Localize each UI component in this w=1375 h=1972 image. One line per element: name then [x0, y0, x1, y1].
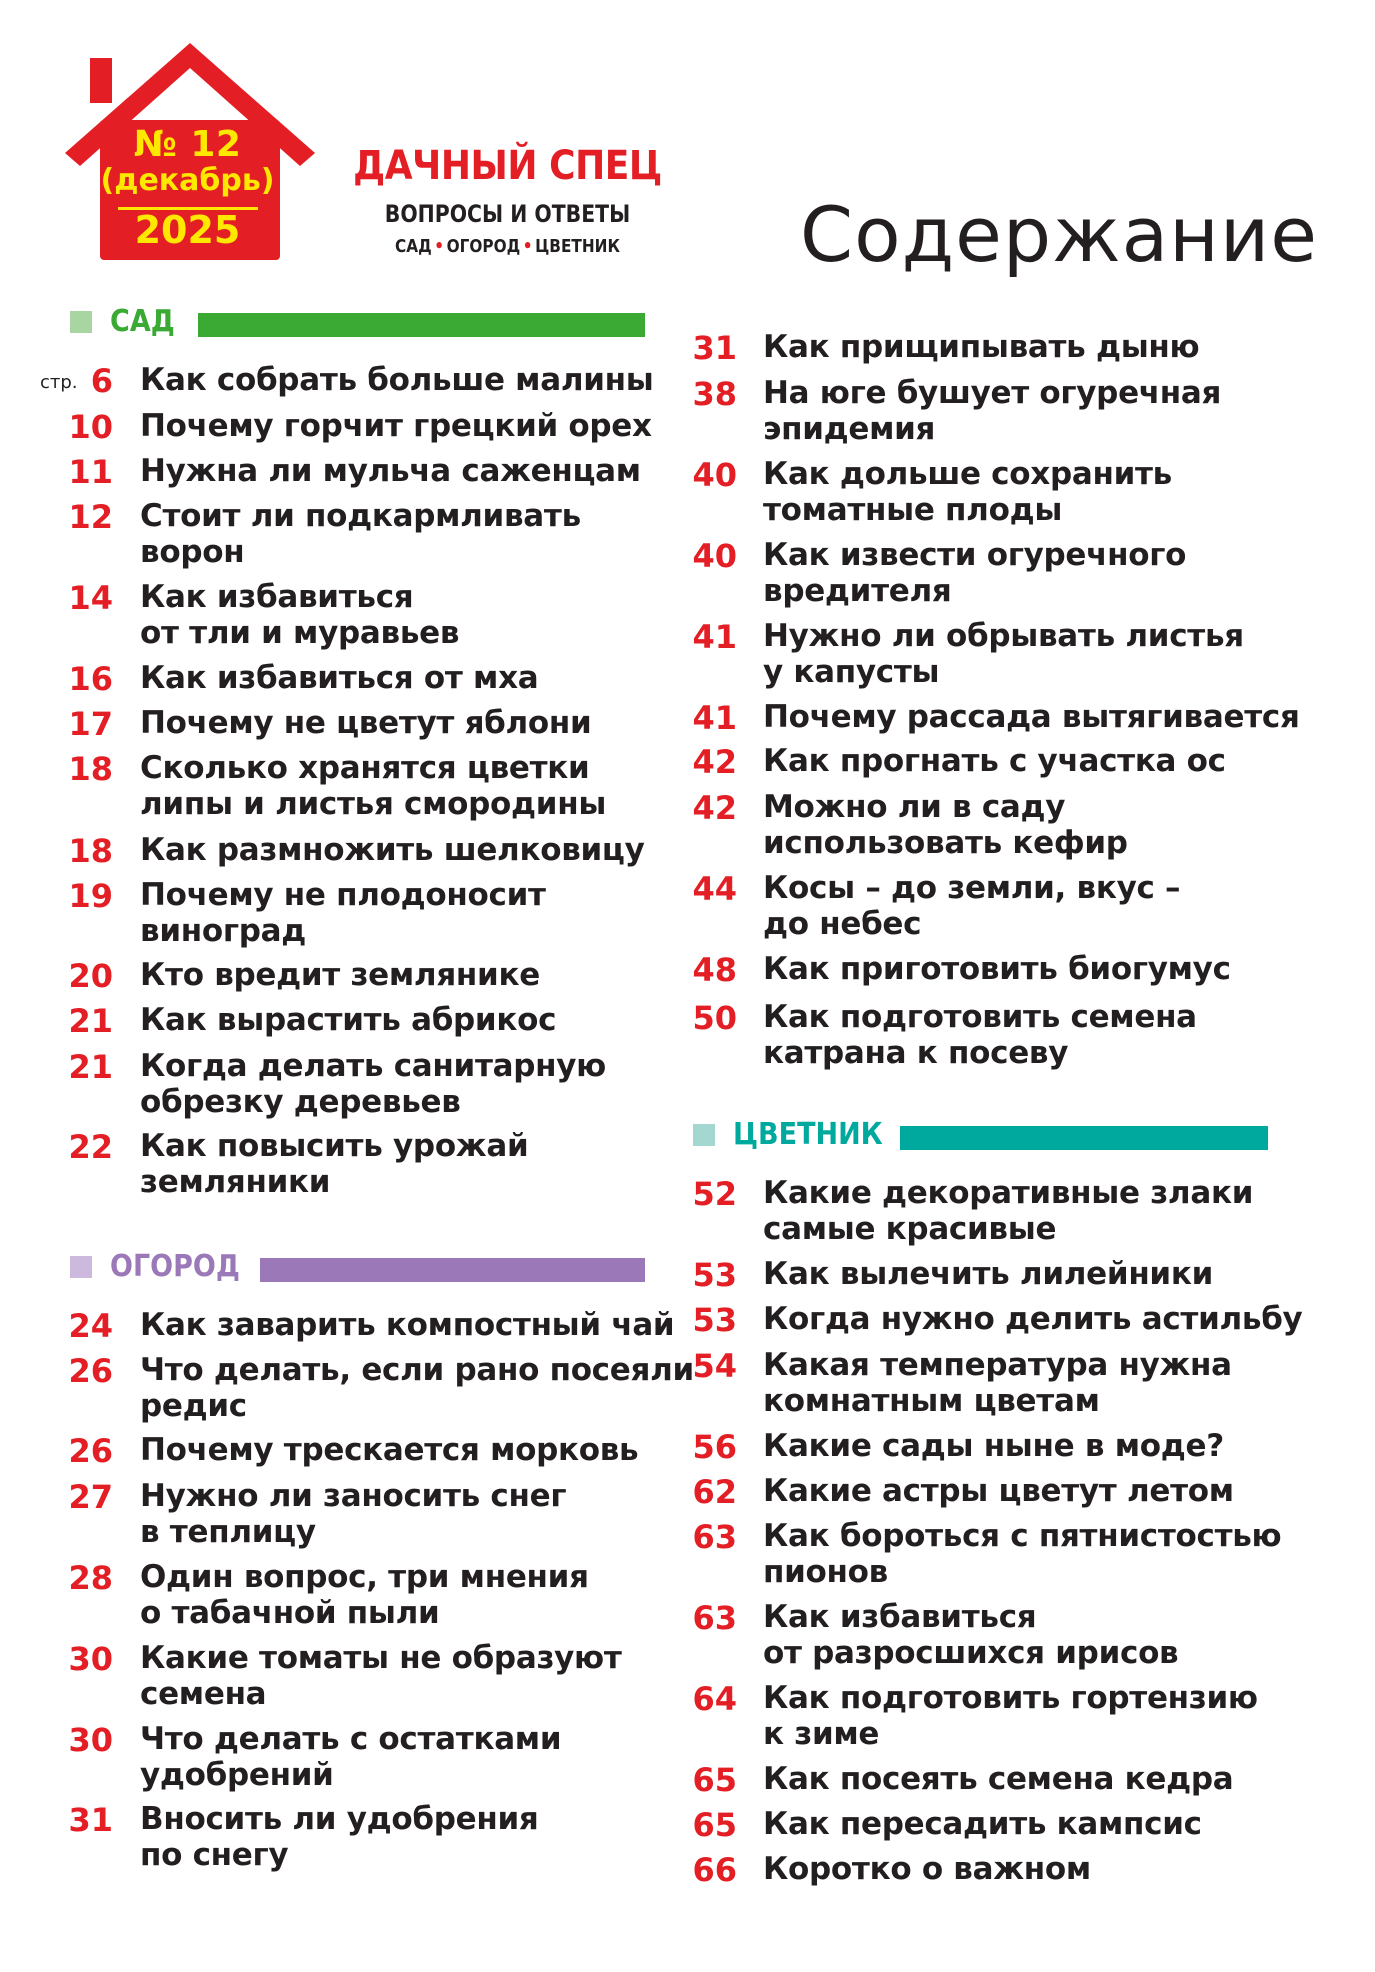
- brand-tags: [361, 234, 654, 260]
- section-header-sad: [70, 304, 645, 339]
- toc-entry-title: Стоит ли подкармливать ворон: [140, 498, 581, 570]
- toc-page-number: 30: [68, 1640, 113, 1678]
- toc-entry-title: Как повысить урожай земляники: [140, 1128, 529, 1200]
- toc-page-number: 53: [692, 1301, 737, 1339]
- section-square-icon: [693, 1124, 715, 1146]
- toc-page-number: 19: [68, 877, 113, 915]
- toc-page-number: 65: [692, 1806, 737, 1844]
- toc-entry-title: Что делать, если рано посеяли редис: [140, 1352, 694, 1424]
- toc-entry-title: Какие декоративные злаки самые красивые: [763, 1175, 1254, 1247]
- issue-year: 2025: [134, 208, 241, 252]
- toc-entry-title: Какие астры цветут летом: [763, 1473, 1234, 1509]
- toc-page-number: 54: [692, 1347, 737, 1385]
- toc-entry-title: Коротко о важном: [763, 1851, 1091, 1887]
- toc-page-number: 66: [692, 1851, 737, 1889]
- toc-entry-title: Как собрать больше малины: [140, 362, 654, 398]
- toc-page-number: 26: [68, 1352, 113, 1390]
- toc-page-number: 62: [692, 1473, 737, 1511]
- toc-entry-title: Почему не плодоносит виноград: [140, 877, 546, 949]
- toc-page-number: 41: [692, 699, 737, 737]
- toc-page-number: 17: [68, 705, 113, 743]
- toc-entry-title: Как приготовить биогумус: [763, 951, 1231, 987]
- brand-tag: ЦВЕТНИК: [535, 236, 620, 257]
- toc-entry-title: Что делать с остатками удобрений: [140, 1721, 562, 1793]
- section-label: ЦВЕТНИК: [733, 1117, 883, 1152]
- toc-entry-title: Как прогнать с участка ос: [763, 743, 1226, 779]
- toc-entry-title: Какие сады ныне в моде?: [763, 1428, 1224, 1464]
- toc-page-number: 41: [692, 618, 737, 656]
- toc-entry-title: Как размножить шелковицу: [140, 832, 645, 868]
- toc-entry-title: Когда нужно делить астильбу: [763, 1301, 1303, 1337]
- toc-page-number: 42: [692, 789, 737, 827]
- toc-entry-title: Почему рассада вытягивается: [763, 699, 1300, 735]
- issue-month: (декабрь): [100, 163, 275, 198]
- toc-entry-title: Можно ли в саду использовать кефир: [763, 789, 1128, 861]
- toc-entry-title: Как извести огуречного вредителя: [763, 537, 1187, 609]
- toc-page-number: 18: [68, 832, 113, 870]
- toc-entry-title: Косы – до земли, вкус – до небес: [763, 870, 1181, 942]
- toc-page-number: 44: [692, 870, 737, 908]
- section-square-icon: [70, 311, 92, 333]
- toc-page-number: 24: [68, 1307, 113, 1345]
- toc-page-number: 18: [68, 750, 113, 788]
- toc-entry-title: Как подготовить семена катрана к посеву: [763, 999, 1197, 1071]
- toc-page-number: 52: [692, 1175, 737, 1213]
- section-label: САД: [110, 304, 175, 339]
- toc-page-number: 30: [68, 1721, 113, 1759]
- toc-page-number: 27: [68, 1478, 113, 1516]
- toc-entry-title: Как подготовить гортензию к зиме: [763, 1680, 1258, 1752]
- toc-entry-title: Один вопрос, три мнения о табачной пыли: [140, 1559, 589, 1631]
- toc-page-number: 40: [692, 456, 737, 494]
- toc-page-number: 48: [692, 951, 737, 989]
- bullet-icon: •: [522, 236, 533, 257]
- toc-entry-title: Какая температура нужна комнатным цветам: [763, 1347, 1232, 1419]
- toc-page-number: 21: [68, 1048, 113, 1086]
- toc-entry-title: Почему горчит грецкий орех: [140, 408, 652, 444]
- toc-page-number: 40: [692, 537, 737, 575]
- bullet-icon: •: [434, 236, 445, 257]
- toc-entry-title: Как избавиться от тли и муравьев: [140, 579, 460, 651]
- toc-page-number: 50: [692, 999, 737, 1037]
- toc-page-number: 26: [68, 1432, 113, 1470]
- section-bar: [198, 313, 645, 337]
- toc-entry-title: Как избавиться от разросшихся ирисов: [763, 1599, 1179, 1671]
- toc-entry-title: Кто вредит землянике: [140, 957, 540, 993]
- toc-entry-title: Когда делать санитарную обрезку деревьев: [140, 1048, 607, 1120]
- page-title: Содержание: [800, 190, 1318, 279]
- section-header-cvetnik: [693, 1117, 1268, 1152]
- section-bar: [900, 1126, 1268, 1150]
- toc-page-number: 20: [68, 957, 113, 995]
- toc-entry-title: Как посеять семена кедра: [763, 1761, 1234, 1797]
- toc-page-number: 42: [692, 743, 737, 781]
- brand-tag: САД: [395, 236, 432, 257]
- toc-entry-title: Как бороться с пятнистостью пионов: [763, 1518, 1282, 1590]
- brand-title: ДАЧНЫЙ СПЕЦ: [353, 143, 662, 189]
- section-label: ОГОРОД: [110, 1249, 240, 1284]
- toc-page-number: 22: [68, 1128, 113, 1166]
- toc-entry-title: Нужна ли мульча саженцам: [140, 453, 641, 489]
- toc-page-number: 63: [692, 1599, 737, 1637]
- toc-page-number: 12: [68, 498, 113, 536]
- toc-page-number: 11: [68, 453, 113, 491]
- toc-page-number: 14: [68, 579, 113, 617]
- toc-entry-title: Как вырастить абрикос: [140, 1002, 557, 1038]
- toc-page-number: 31: [692, 329, 737, 367]
- issue-number: № 12: [133, 124, 242, 165]
- toc-page-number: 63: [692, 1518, 737, 1556]
- toc-page-number: 65: [692, 1761, 737, 1799]
- toc-page-number: 38: [692, 375, 737, 413]
- toc-entry-title: Вносить ли удобрения по снегу: [140, 1801, 539, 1873]
- brand-tag: ОГОРОД: [446, 236, 521, 257]
- section-bar: [260, 1258, 645, 1282]
- toc-entry-title: Почему трескается морковь: [140, 1432, 639, 1468]
- toc-page-number: 64: [692, 1680, 737, 1718]
- brand-block: [335, 142, 680, 260]
- toc-entry-title: Почему не цветут яблони: [140, 705, 592, 741]
- toc-entry-title: Как заварить компостный чай: [140, 1307, 675, 1343]
- toc-entry-title: Какие томаты не образуют семена: [140, 1640, 622, 1712]
- toc-entry-title: Как дольше сохранить томатные плоды: [763, 456, 1172, 528]
- toc-page-number: 56: [692, 1428, 737, 1466]
- section-square-icon: [70, 1256, 92, 1278]
- toc-entry-title: Нужно ли обрывать листья у капусты: [763, 618, 1244, 690]
- toc-entry-title: Сколько хранятся цветки липы и листья смородины: [140, 750, 607, 822]
- toc-page-number: 53: [692, 1256, 737, 1294]
- toc-page-number: 31: [68, 1801, 113, 1839]
- brand-subtitle: ВОПРОСЫ И ОТВЕТЫ: [384, 200, 631, 228]
- page-prefix-label: стр.: [40, 372, 78, 393]
- toc-page-number: 16: [68, 660, 113, 698]
- toc-entry-title: Как избавиться от мха: [140, 660, 539, 696]
- toc-page-number: 6: [90, 362, 113, 400]
- toc-entry-title: Как вылечить лилейники: [763, 1256, 1214, 1292]
- toc-entry-title: Как пересадить кампсис: [763, 1806, 1202, 1842]
- section-header-ogorod: [70, 1249, 645, 1284]
- toc-page-number: 10: [68, 408, 113, 446]
- toc-entry-title: Нужно ли заносить снег в теплицу: [140, 1478, 567, 1550]
- toc-entry-title: Как прищипывать дыню: [763, 329, 1200, 365]
- toc-page-number: 28: [68, 1559, 113, 1597]
- toc-page-number: 21: [68, 1002, 113, 1040]
- toc-entry-title: На юге бушует огуречная эпидемия: [763, 375, 1222, 447]
